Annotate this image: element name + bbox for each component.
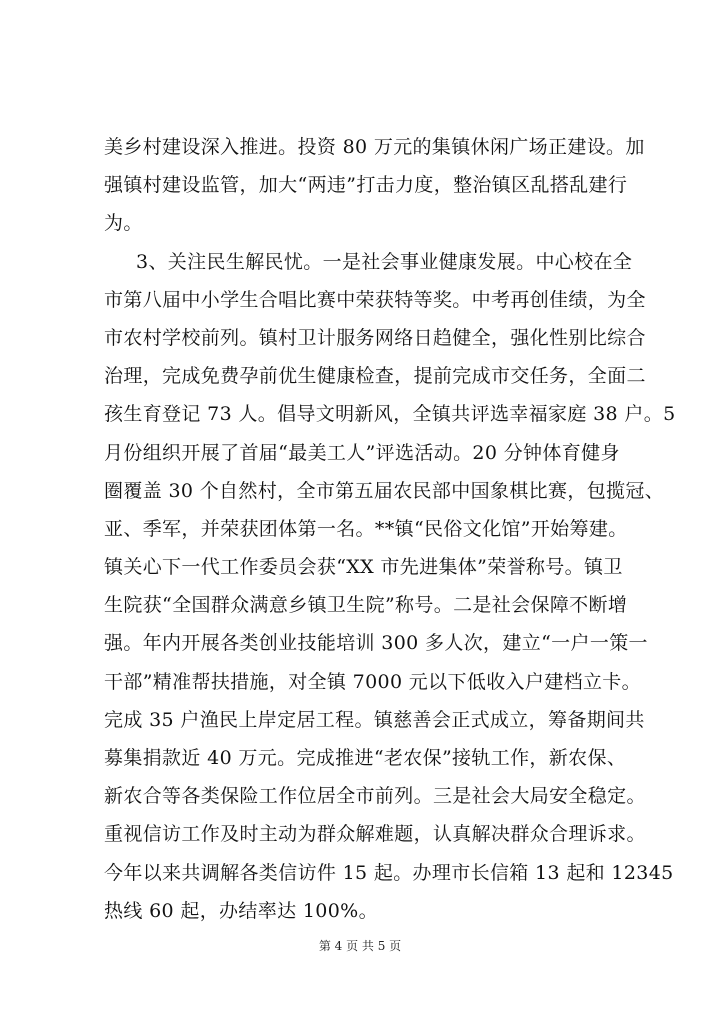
text-line: 新农合等各类保险工作位居全市前列。三是社会大局安全稳定。 bbox=[104, 785, 646, 808]
text-line: 干部”精准帮扶措施，对全镇 7000 元以下低收入户建档立卡。 bbox=[104, 670, 641, 693]
text-line: 治理，完成免费孕前优生健康检查，提前完成市交任务，全面二 bbox=[104, 365, 646, 388]
body-text bbox=[104, 128, 676, 930]
text-line: 募集捐款近 40 万元。完成推进“老农保”接轨工作，新农保、 bbox=[104, 747, 627, 769]
text-line: 重视信访工作及时主动为群众解难题，认真解决群众合理诉求。 bbox=[104, 823, 646, 846]
paragraph-start-line: 3、关注民生解民忧。一是社会事业健康发展。中心校在全 bbox=[136, 250, 633, 273]
text-line: 为。 bbox=[104, 212, 143, 235]
text-line: 强。年内开展各类创业技能培训 300 多人次，建立“一户一策一 bbox=[104, 632, 648, 655]
text-line: 美乡村建设深入推进。投资 80 万元的集镇休闲广场正建设。加 bbox=[104, 136, 645, 158]
page-number-footer: 第 4 页 共 5 页 bbox=[318, 939, 402, 953]
text-line: 镇关心下一代工作委员会获“XX 市先进集体”荣誉称号。镇卫 bbox=[104, 556, 623, 579]
text-line: 圈覆盖 30 个自然村，全市第五届农民部中国象棋比赛，包揽冠、 bbox=[104, 479, 665, 502]
text-line: 生院获“全国群众满意乡镇卫生院”称号。二是社会保障不断增 bbox=[104, 594, 628, 617]
text-line: 热线 60 起，办结率达 100%。 bbox=[104, 899, 378, 922]
text-line: 孩生育登记 73 人。倡导文明新风，全镇共评选幸福家庭 38 户。5 bbox=[104, 403, 676, 426]
text-line: 完成 35 户渔民上岸定居工程。镇慈善会正式成立，筹备期间共 bbox=[104, 708, 645, 731]
text-line: 今年以来共调解各类信访件 15 起。办理市长信箱 13 起和 12345 bbox=[104, 861, 674, 884]
text-line: 亚、季军，并荣获团体第一名。**镇“民俗文化馆”开始筹建。 bbox=[104, 517, 628, 540]
text-line: 强镇村建设监管，加大“两违”打击力度，整治镇区乱搭乱建行 bbox=[104, 174, 628, 197]
text-line: 市农村学校前列。镇村卫计服务网络日趋健全，强化性别比综合 bbox=[104, 326, 646, 349]
text-line: 市第八届中小学生合唱比赛中荣获特等奖。中考再创佳绩，为全 bbox=[104, 288, 646, 311]
text-line: 月份组织开展了首届“最美工人”评选活动。20 分钟体育健身 bbox=[104, 441, 620, 464]
